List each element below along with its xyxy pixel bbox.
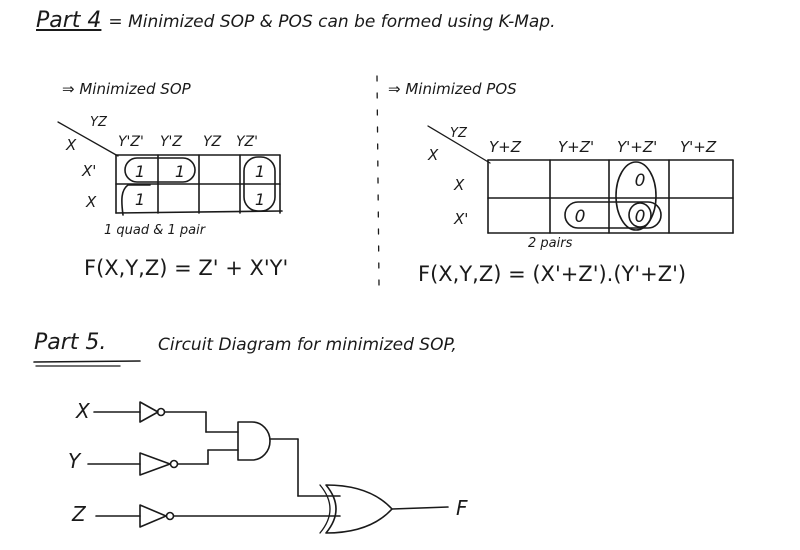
part4-heading-suffix: = Minimized SOP & POS can be formed using K-Map. [108, 12, 556, 32]
input-x-label: X [76, 399, 90, 423]
part5-heading: Part 5. [34, 330, 107, 355]
pos-row-header-1: X' [454, 210, 469, 228]
pos-col-header-0: Y+Z [489, 138, 522, 156]
and-gate [238, 422, 270, 460]
part5-underline [34, 361, 140, 362]
pos-corner-row: X [428, 146, 439, 164]
pos-row-header-0: X [454, 176, 465, 194]
input-y-label: Y [68, 449, 81, 473]
section-divider [377, 76, 379, 285]
sop-col-header-2: YZ [203, 134, 222, 150]
sop-cell-0-3: 1 [254, 162, 266, 181]
sop-col-header-1: Y'Z [160, 134, 182, 150]
sop-cell-0-1: 1 [174, 162, 186, 181]
input-z-label: Z [72, 502, 86, 526]
pos-col-header-1: Y+Z' [558, 138, 595, 156]
sop-label: ⇒ Minimized SOP [62, 80, 191, 98]
pos-col-header-3: Y'+Z [680, 138, 717, 156]
circuit-diagram [68, 399, 468, 533]
z-not-gate [140, 505, 166, 527]
sop-corner-row: X [66, 136, 77, 154]
sop-col-header-3: YZ' [236, 134, 258, 150]
sop-cell-1-3: 1 [254, 190, 266, 209]
sop-note: 1 quad & 1 pair [104, 223, 206, 238]
pos-expression: F(X,Y,Z) = (X'+Z').(Y'+Z') [418, 262, 687, 286]
sop-row-header-1: X [86, 193, 97, 211]
pos-note: 2 pairs [528, 236, 573, 251]
part5-title: Circuit Diagram for minimized SOP, [158, 335, 457, 355]
y-not-gate [140, 453, 170, 475]
part4-heading-label: Part 4 [36, 8, 102, 33]
or-gate [326, 485, 392, 533]
sop-kmap-group [58, 115, 282, 215]
x-not-gate [140, 402, 158, 422]
sop-expression: F(X,Y,Z) = Z' + X'Y' [84, 256, 289, 280]
pos-label: ⇒ Minimized POS [388, 80, 517, 98]
pos-cell-1-2: 0 [634, 207, 646, 227]
pos-corner-col: YZ [450, 126, 467, 141]
sop-row-header-0: X' [82, 162, 97, 180]
pos-cell-1-1: 0 [574, 207, 586, 227]
sop-cell-1-0: 1 [134, 190, 146, 209]
pos-cell-0-2: 0 [634, 171, 646, 191]
pos-kmap-group [427, 126, 733, 233]
sop-col-header-0: Y'Z' [118, 134, 144, 150]
output-f-label: F [456, 496, 468, 520]
sop-corner-col: YZ [90, 115, 107, 130]
pos-col-header-2: Y'+Z' [617, 138, 658, 156]
sop-cell-0-0: 1 [134, 162, 146, 181]
